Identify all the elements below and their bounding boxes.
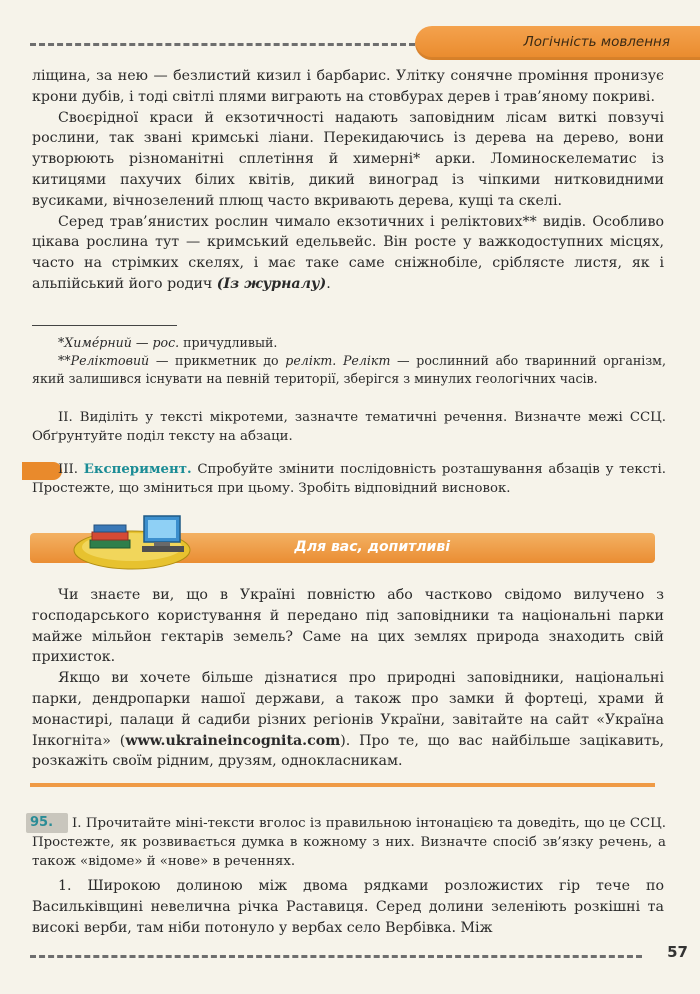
task-2	[32, 408, 666, 446]
curious-banner-title: Для вас, допитливі	[294, 539, 450, 555]
text-source: (Із журналу)	[216, 275, 327, 292]
page-number: 57	[667, 943, 688, 961]
paragraph-3-period: .	[326, 275, 331, 292]
header-dashed-rule	[30, 43, 415, 46]
website-link[interactable]: www.ukraineincognita.com	[125, 732, 341, 749]
exercise-task-text: I. Прочитайте міні-тексти вголос із правильною інтонацією та доведіть, що це ССЦ. Простежте, як розвивається думка в кожному з них. Визначте спосіб зв’язку речень, а також «відоме» й «нове» в реченнях.	[32, 816, 666, 869]
curious-paragraph-1: Чи знаєте ви, що в Україні повністю або частково свідомо вилучено з господарського користування й передано під заповідники та національні парки майже мільйон гектарів земель? Саме на цих землях природа знаходить свій прихисток.	[32, 587, 664, 666]
section-title: Логічність мовлення	[523, 34, 670, 50]
footnote-1	[32, 334, 666, 352]
section-divider	[30, 783, 655, 787]
footer-dashed-rule	[30, 955, 642, 958]
footnote-2-text-a: — прикметник до	[149, 353, 286, 368]
task-3-number: III.	[58, 462, 84, 477]
reading-paragraph-1: ліщина, за нею — безлистий кизил і барбарис. Улітку сонячне проміння пронизує крони дубів, і тоді світлі плями виграють на стовбурах дерев і трав’яному покриві.	[32, 68, 664, 105]
footnote-2	[32, 352, 666, 388]
footnote-2-term: **Реліктовий	[58, 353, 150, 368]
footnote-2-ref: релікт. Релікт	[285, 353, 391, 368]
reading-paragraph-3	[32, 212, 664, 295]
exercise-task	[32, 814, 666, 871]
exercise-text-1	[32, 876, 664, 938]
curious-paragraph-2-a: Якщо ви хочете більше дізнатися про природні заповідники, національні парки, дендропарки нашої держави, а також про замки й фортеці, храми й монастирі, палаци й садиби різних регіонів України, завітайте на сайт «Україна Інкогніта» (	[32, 670, 664, 749]
footnotes	[32, 334, 666, 388]
books-computer-icon	[70, 510, 210, 575]
footnote-1-term: *Химéрний — рос.	[58, 335, 180, 350]
experiment-label: Експеримент.	[83, 462, 192, 477]
curious-paragraph-2	[32, 668, 664, 772]
footnote-rule	[32, 325, 177, 326]
footnote-2-text-b: — рослинний або тваринний організм, який залишився існувати на певній території, зберігся з минулих геологічних часів.	[32, 353, 666, 386]
task-2-text: II. Виділіть у тексті мікротеми, зазначте тематичні речення. Визначте межі ССЦ. Обґрунтуйте поділ тексту на абзаци.	[32, 410, 666, 444]
footnote-1-text: причудливый.	[179, 335, 278, 350]
mini-text-1: 1. Широкою долиною між двома рядками розложистих гір тече по Васильківщині невелична річка Раставиця. Серед долини зеленіють розкішні та високі верби, там ніби потонуло у вербах село Вербівка. Між	[32, 878, 664, 936]
task-3-text	[32, 460, 666, 498]
curious-paragraph-2-b: ). Про те, що вас найбільше зацікавить, розкажіть своїм рідним, друзям, однокласникам.	[32, 732, 664, 770]
reading-text	[32, 66, 664, 295]
section-title-tab	[415, 26, 700, 60]
exercise-number: 95.	[30, 815, 54, 830]
reading-paragraph-2: Своєрідної краси й екзотичності надають заповідним лісам виткі повзучі рослини, так звані кримські ліани. Перекидаючись із дерева на дерево, вони утворюють різноманітні сплетіння й химерні* арки. Ломиноскелематис із китицями пахучих білих квітів, дикий виноград із чіпкими нитковидними вусиками, вічнозелений плющ часто вкривають дерева, кущі та скелі.	[32, 109, 664, 209]
paragraph-3-text: Серед трав’янистих рослин чимало екзотичних і реліктових** видів. Особливо цікава рослина тут — кримський едельвейс. Він росте у важкодоступних місцях, часто на стрімких скелях, і має таке саме сніжнобіле, сріблясте листя, як і альпійський його родич	[32, 213, 664, 292]
curious-text	[32, 585, 664, 772]
task-3-body: Спробуйте змінити послідовність розташування абзаців у тексті. Простежте, що зміниться при цьому. Зробіть відповідний висновок.	[32, 462, 666, 496]
task-3	[32, 460, 666, 498]
